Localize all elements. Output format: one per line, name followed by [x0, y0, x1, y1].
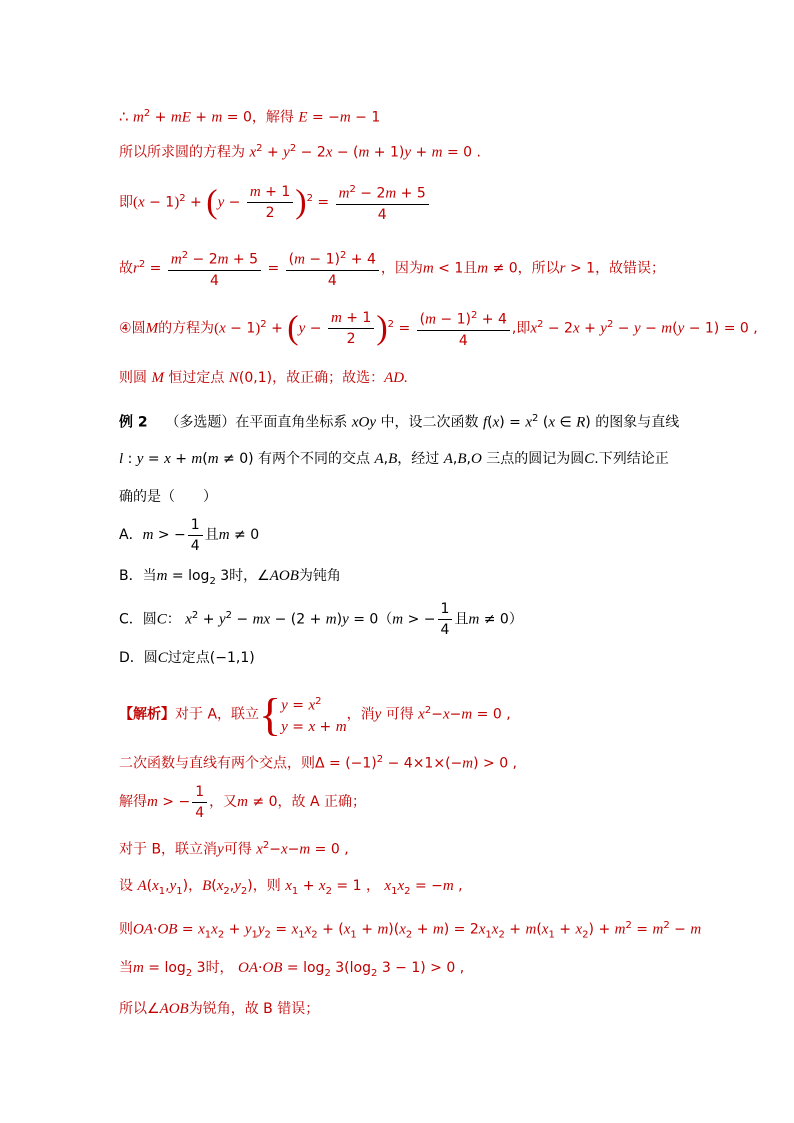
text-sol-two: 二次函数与直线有两个交点，则: [119, 755, 315, 772]
text-sol-ze: 则: [119, 921, 133, 938]
frac-4: $\frac{(m - 1)^2 + 4}{4}$: [417, 307, 510, 350]
frac-m-plus-1-over-2: $\frac{m + 1}{2}$: [247, 183, 293, 222]
line-8: l : y = x + m(m ≠ 0) 有两个不同的交点 A,B，经过 A,B,O 三点的圆记为圆C.下列结论正: [119, 451, 669, 467]
text-opt-b-obtuse: 为钝角: [298, 568, 341, 584]
text-sol-then: ，则: [252, 878, 281, 894]
text-correct-choose: ，故正确；故选：: [272, 370, 385, 386]
text-suoyi: ，所以: [517, 260, 560, 277]
option-c-label: C．圆: [119, 611, 157, 628]
text-sol-b: 对于 B，联立消: [119, 841, 218, 858]
text-sol-also: ，又: [209, 794, 238, 810]
solution-heading: 【解析】: [119, 706, 175, 723]
option-d: D．圆C过定点(−1,1): [119, 650, 255, 666]
text-sol-when: 当: [119, 960, 133, 976]
solution-line-5: 设 $A(x_1,y_1)$，$B(x_2,y_2)$，则 $x_1 + x_2 = 1$ ， $x_1x_2 = -m$ ,: [119, 878, 463, 897]
line-2: 所以所求圆的方程为 $x^2 + y^2 - 2x - (m + 1)y + m = 0$ .: [119, 143, 481, 161]
option-d-label: D．圆: [119, 650, 158, 666]
text-sol-elim: ，消: [346, 706, 375, 723]
frac-3: $\frac{m + 1}{2}$: [328, 309, 374, 348]
text-ex-multi: （多选题）在平面直角坐标系: [165, 414, 348, 431]
frac-2: $\frac{(m - 1)^2 + 4}{4}$: [286, 247, 379, 290]
line-5: ④圆M的方程为$(x - 1)^2 + (y$ − $\frac{m + 1}{2}$ )$^2$ = $\frac{(m - 1)^2 + 4}{4}$ ,即$x^2 - 2x + y^2 - y - m(y - 1) = 0$ ,: [119, 302, 758, 352]
solution-line-8: 所以∠AOB为锐角，故 B 错误；: [119, 1001, 320, 1017]
line-3: 即$(x - 1)^2 + (y$ − $\frac{m + 1}{2}$ )$^2$ = $\frac{m^2 - 2m + 5}{4}$: [119, 176, 431, 226]
option-c: C．圆C： $x^2 + y^2$ − mx − (2 + m)y = 0（m > − $\frac{1}{4}$ 且m ≠ 0）: [119, 601, 523, 639]
line-4: 故$r^2$ = $\frac{m^2 - 2m + 5}{4}$ = $\frac{(m - 1)^2 + 4}{4}$ ，因为m < 1且m ≠ 0，所以r > 1，故错误；: [119, 242, 665, 292]
text-gu: 故: [119, 260, 133, 277]
text-and: 且: [463, 260, 478, 277]
text-then-circle: 则圆: [119, 370, 147, 386]
line-7: 例 2 （多选题）在平面直角坐标系 xOy 中，设二次函数 $f(x) = x^2$ (x ∈ R) 的图象与直线: [119, 413, 680, 431]
text-sol-solve: 解得: [119, 794, 147, 810]
text-solve-e: ，解得: [251, 109, 294, 126]
text-and: 且: [454, 611, 469, 628]
text-sol-set: 设: [119, 878, 133, 894]
example-label: 例 2: [119, 414, 148, 431]
frac-1: $\frac{m^2 - 2m + 5}{4}$: [168, 247, 261, 290]
solution-line-1: 【解析】对于 A，联立{ $y = x^2$ y = x + m ，消y 可得 $x^2-x-m = 0$ ,: [119, 688, 511, 740]
text-ji2: ,即: [511, 320, 531, 337]
solution-line-4: 对于 B，联立消y可得 $x^2-x-m = 0$ ,: [119, 840, 349, 858]
text-passes: 恒过定点: [168, 370, 225, 386]
option-a-label: A．: [119, 527, 143, 543]
line-6: 则圆 M 恒过定点 N(0,1)，故正确；故选：AD.: [119, 370, 408, 386]
frac-quarter: $\frac{1}{4}$: [438, 600, 453, 639]
text-opt-c-colon: ：: [166, 611, 181, 628]
text-sol-a: 对于 A，联立: [175, 706, 260, 723]
text-sol-get: 可得: [385, 706, 414, 723]
text-sol-when-tail: 时，: [205, 960, 234, 976]
line-1: ∴ $m^2$ + mE + m = 0，解得 E = −m − 1: [119, 108, 381, 126]
frac-r-squared: $\frac{m^2 - 2m + 5}{4}$: [336, 181, 429, 224]
text-so-circle: 所以所求圆的方程为: [119, 144, 245, 161]
option-b: B．当$m = \log_2 3$时，∠AOB为钝角: [119, 568, 341, 587]
solution-line-2: 二次函数与直线有两个交点，则$\Delta = (-1)^2 - 4\times 1\times(-m) > 0$ ,: [119, 754, 518, 772]
text-wrong: ，故错误；: [595, 260, 666, 277]
text-ji: 即: [119, 194, 133, 211]
frac-quarter: $\frac{1}{4}$: [188, 516, 203, 555]
text-ex-through: ，经过: [397, 451, 440, 467]
text-ex-in: 中，设二次函数: [380, 414, 479, 431]
text-sol-so: 所以: [119, 1001, 147, 1017]
line-9: [119, 487, 217, 507]
text-eq-is: 的方程为: [158, 320, 215, 337]
text-sol-get: 可得: [223, 841, 252, 858]
text-sol-acute: 为锐角，故 B 错误；: [188, 1001, 320, 1017]
text-because: ，因为: [380, 260, 423, 277]
text-ad: AD.: [384, 370, 408, 386]
option-b-label: B．当: [119, 568, 157, 584]
solution-line-7: 当$m = \log_2 3$时， $OA\cdot OB = \log_2 3(\log_2$ 3 − 1) > 0 ,: [119, 960, 465, 979]
frac-quarter: $\frac{1}{4}$: [192, 783, 207, 822]
text-ex-three: 三点的圆记为圆: [486, 451, 585, 467]
text-ex-two: 有两个不同的交点: [258, 451, 371, 467]
text-and: 且: [204, 527, 219, 543]
solution-line-3: 解得m > − $\frac{1}{4}$ ，又m ≠ 0，故 A 正确；: [119, 783, 367, 821]
solution-line-6: 则$OA\cdot OB = x_1x_2 + y_1y_2 = x_1x_2 + (x_1 + m)(x_2 + m) = 2x_1x_2 + m(x_1 + x_2) + m^2 = m^2 - m$: [119, 920, 702, 941]
text-circle-m-pre: ④圆: [119, 320, 146, 337]
option-a: A．m > − $\frac{1}{4}$ 且m ≠ 0: [119, 516, 260, 554]
text-ex-graph: 的图象与直线: [595, 414, 680, 431]
text-opt-d-tail: 过定点: [167, 650, 210, 666]
text-ex-correct: 确的是（ ）: [119, 489, 217, 505]
text-ex-concl: .下列结论正: [594, 451, 669, 467]
text-sol-a-ok: ，故 A 正确；: [277, 794, 367, 810]
text-opt-b-tail: 时，: [229, 568, 258, 584]
